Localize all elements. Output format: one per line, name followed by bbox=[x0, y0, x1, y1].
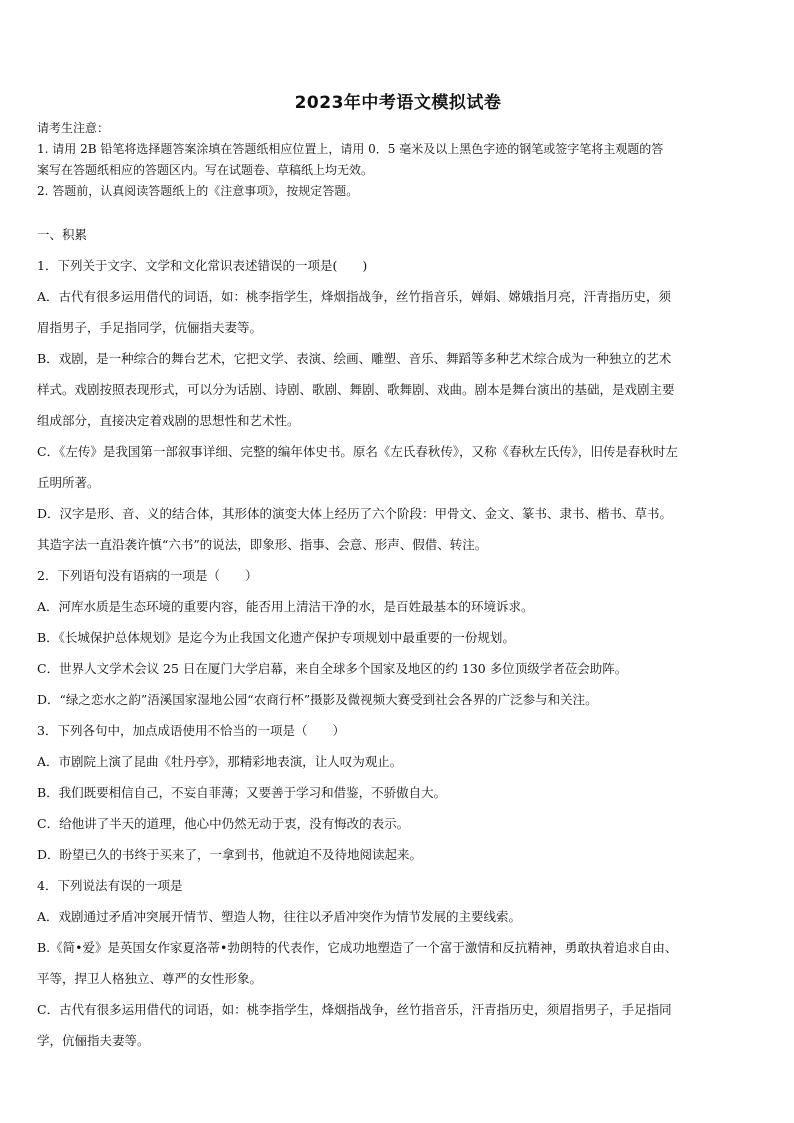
notice-item-1-line-1: 1. 请用 2B 铅笔将选择题答案涂填在答题纸相应位置上，请用 0．5 毫米及以上黑色字迹的钢笔或签字笔将主观题的答 bbox=[37, 142, 664, 156]
question-2-stem: 2．下列语句没有语病的一项是（ ） bbox=[37, 568, 258, 583]
notice-heading: 请考生注意： bbox=[37, 121, 110, 135]
notice-item-2: 2. 答题前，认真阅读答题纸上的《注意事项》，按规定答题。 bbox=[37, 184, 359, 198]
question-1-option-d-line-2: 其造字法一直沿袭许慎“六书”的说法，即象形、指事、会意、形声、假借、转注。 bbox=[37, 537, 488, 552]
exam-body bbox=[37, 219, 759, 1056]
question-1-option-b-line-2: 样式。戏剧按照表现形式，可以分为话剧、诗剧、歌剧、舞剧、歌舞剧、戏曲。剧本是舞台演出的基础，是戏剧主要 bbox=[37, 382, 675, 397]
question-4-option-b-line-1: B.《简•爱》是英国女作家夏洛蒂•勃朗特的代表作，它成功地塑造了一个富于激情和反抗精神，勇敢执着追求自由、 bbox=[37, 940, 678, 955]
question-1-option-b-line-3: 组成部分，直接决定着戏剧的思想性和艺术性。 bbox=[37, 413, 300, 428]
question-3-option-b: B．我们既要相信自己，不妄自菲薄；又要善于学习和借鉴，不骄傲自大。 bbox=[37, 785, 447, 800]
question-2-option-d: D．“绿之恋水之韵”浯溪国家湿地公园“农商行杯”摄影及微视频大赛受到社会各界的广泛参与和关注。 bbox=[37, 692, 598, 707]
question-3-stem: 3．下列各句中，加点成语使用不恰当的一项是（ ） bbox=[37, 723, 345, 738]
question-2-option-c: C．世界人文学术会议 25 日在厦门大学启幕，来自全球多个国家及地区的约 130 多位顶级学者莅会助阵。 bbox=[37, 661, 628, 676]
question-4-option-c-line-2: 学，伉俪指夫妻等。 bbox=[37, 1033, 150, 1048]
question-2-option-b: B．《长城保护总体规划》是迄今为止我国文化遗产保护专项规划中最重要的一份规划。 bbox=[37, 630, 515, 645]
question-1-option-a-line-2: 眉指男子，手足指同学，伉俪指夫妻等。 bbox=[37, 320, 263, 335]
question-4-option-c-line-1: C．古代有很多运用借代的词语，如：桃李指学生，烽烟指战争，丝竹指音乐，汗青指历史，须眉指男子，手足指同 bbox=[37, 1002, 672, 1017]
question-3-option-d: D．盼望已久的书终于买来了，一拿到书，他就迫不及待地阅读起来。 bbox=[37, 847, 423, 862]
section-heading: 一、积累 bbox=[37, 227, 88, 242]
question-2-option-a: A．河库水质是生态环境的重要内容，能否用上清洁干净的水，是百姓最基本的环境诉求。 bbox=[37, 599, 534, 614]
question-4-stem: 4．下列说法有误的一项是 bbox=[37, 878, 183, 893]
question-1-stem: 1．下列关于文字、文学和文化常识表述错误的一项是( ) bbox=[37, 258, 368, 273]
question-4-option-b-line-2: 平等，捍卫人格独立、尊严的女性形象。 bbox=[37, 971, 263, 986]
question-1-option-c-line-1: C．《左传》是我国第一部叙事详细、完整的编年体史书。原名《左氏春秋传》，又称《春秋左氏传》，旧传是春秋时左 bbox=[37, 444, 678, 459]
page-title: 2023年中考语文模拟试卷 bbox=[294, 93, 502, 113]
question-1-option-d-line-1: D．汉字是形、音、义的结合体，其形体的演变大体上经历了六个阶段：甲骨文、金文、篆书、隶书、楷书、草书。 bbox=[37, 506, 673, 521]
question-3-option-a: A．市剧院上演了昆曲《牡丹亭》，那精彩地表演，让人叹为观止。 bbox=[37, 754, 403, 769]
notice-item-1-line-2: 案写在答题纸相应的答题区内。写在试题卷、草稿纸上均无效。 bbox=[37, 163, 374, 177]
question-1-option-b-line-1: B．戏剧，是一种综合的舞台艺术，它把文学、表演、绘画、雕塑、音乐、舞蹈等多种艺术综合成为一种独立的艺术 bbox=[37, 351, 672, 366]
question-1-option-c-line-2: 丘明所著。 bbox=[37, 475, 100, 490]
question-3-option-c: C．给他讲了半天的道理，他心中仍然无动于衷，没有悔改的表示。 bbox=[37, 816, 410, 831]
question-4-option-a: A．戏剧通过矛盾冲突展开情节、塑造人物，往往以矛盾冲突作为情节发展的主要线索。 bbox=[37, 909, 522, 924]
notice-block bbox=[37, 118, 759, 202]
question-1-option-a-line-1: A．古代有很多运用借代的词语，如：桃李指学生，烽烟指战争，丝竹指音乐，婵娟、嫦娥指月亮，汗青指历史，须 bbox=[37, 289, 672, 304]
